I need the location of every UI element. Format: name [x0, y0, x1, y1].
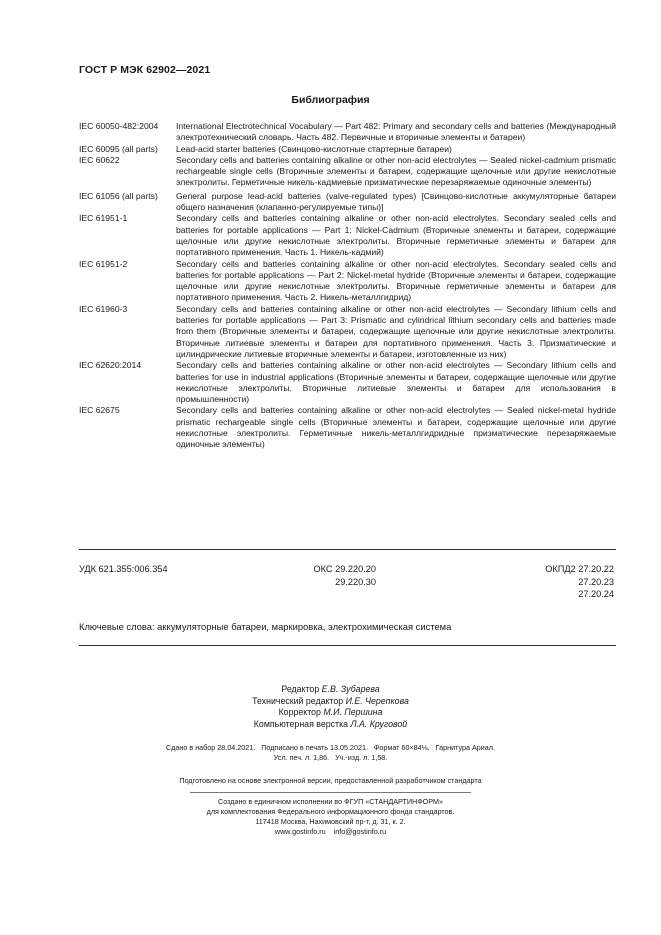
print-info — [0, 743, 661, 763]
publisher-line: Создано в единичном исполнении во ФГУП «СТАНДАРТИНФОРМ» — [218, 797, 443, 806]
credit-name: Л.А. Круговой — [350, 718, 408, 729]
credit-role: Редактор — [281, 684, 320, 694]
bibliography-entry — [79, 155, 616, 189]
entry-ref: IEC 61951-1 — [79, 213, 128, 224]
entry-text: Secondary cells and batteries containing alkaline or other non-acid electrolytes. Secondary sealed cells and batteries for portable applications — Part 2: Nickel-metal hydride (Вторичные элементы и батареи, содержащие щелочные или другие некислотные электролиты. Вторичные герметичные элементы и батареи для портативного применения. Часть 2. Никель-металлгидрид) — [176, 258, 616, 303]
entry-text: Secondary cells and batteries containing alkaline or other non-acid electrolytes. Secondary sealed cells and batteries for portable applications — Part 1: Nickel-Cadmium (Вторичные элементы и батареи, содержащие щелочные или другие некислотные электролиты. Вторичные герметичные элементы и батареи для портативного применения. Часть 1. Никель-кадмий) — [176, 213, 616, 258]
udk-value: УДК 621.355:006.354 — [79, 564, 168, 574]
bibliography-entry — [79, 360, 616, 405]
entry-text: Secondary cells and batteries containing alkaline or other non-acid electrolytes — Secondary lithium cells and batteries for portable applications — Part 3: Prismatic and cylindrical lithium secondary cells and batteries made from them (Вторичные элементы и батареи, содержащие щелочные или другие некислотные электролиты. Вторичные литиевые элементы и батареи для портативного применения. Часть 3. Призматические и цилиндрические литиевые вторичные элементы и батареи, изготовленные из них) — [176, 303, 616, 359]
print-info-line: Сдано в набор 28.04.2021. Подписано в печать 13.05.2021. Формат 60×84⅛. Гарнитура Ариал. — [166, 743, 495, 752]
entry-ref: IEC 62620:2014 — [79, 360, 142, 371]
credit-tech-editor — [0, 696, 661, 708]
credit-role: Технический редактор — [252, 695, 344, 706]
divider-top — [79, 549, 616, 550]
credit-editor — [0, 684, 661, 696]
oks-codes — [300, 563, 376, 588]
entry-ref: IEC 61960-3 — [79, 303, 128, 314]
oks-value: ОКС 29.220.20 — [313, 564, 376, 574]
publisher-line: 117418 Москва, Нахимовский пр-т, д. 31, к. 2. — [255, 817, 406, 826]
bibliography-entry — [79, 304, 616, 360]
entry-text: General purpose lead-acid batteries (valve-regulated types) [Свинцово-кислотные аккумуляторные батареи общего назначения (клапанно-регулируемые типы)] — [176, 190, 616, 213]
bibliography-entry — [79, 405, 616, 450]
okpd-value: 27.20.23 — [578, 576, 614, 587]
credit-name: И.Е. Черепкова — [345, 695, 409, 706]
entry-ref: IEC 61056 (all parts) — [79, 190, 158, 201]
entry-text: Secondary cells and batteries containing alkaline or other non-acid electrolytes — Sealed nickel-metal hydride prismatic rechargeable single cells (Вторичные элементы и батареи, содержащие щелочные или другие некислотные электролиты. Герметичные никель-металлгидридные призматические перезаряжаемые одиночные элементы) — [176, 405, 616, 450]
entry-ref: IEC 60095 (all parts) — [79, 143, 158, 154]
publisher-line: www.gostinfo.ru info@gostinfo.ru — [274, 827, 387, 836]
entry-text: Lead-acid starter batteries (Свинцово-кислотные стартерные батареи) — [176, 143, 452, 154]
entry-ref: IEC 62675 — [79, 405, 120, 416]
divider-bottom — [79, 645, 616, 646]
entry-ref: IEC 61951-2 — [79, 258, 128, 269]
credit-layout — [0, 719, 661, 731]
entry-ref: IEC 60050-482:2004 — [79, 121, 159, 131]
credit-name: М.И. Першина — [323, 707, 383, 718]
oks-value: 29.220.30 — [335, 576, 376, 587]
credit-proofreader — [0, 707, 661, 719]
publisher-divider — [190, 792, 471, 793]
bibliography-entry — [79, 191, 616, 214]
credits — [0, 684, 661, 730]
okpd-value: 27.20.24 — [578, 589, 614, 599]
okpd-codes — [470, 563, 614, 601]
prepared-note: Подготовлено на основе электронной версии, предоставленной разработчиком стандарта — [179, 776, 482, 785]
entry-text: Secondary cells and batteries containing alkaline or other non-acid electrolytes — Sealed nickel-cadmium prismatic rechargeable single cells (Вторичные элементы и батареи, содержащие щелочные или другие некислотные электролиты. Герметичные никель-кадмиевые призматические перезаряжаемые одиночные элементы) — [176, 154, 616, 188]
credit-name: Е.В. Зубарева — [321, 684, 380, 694]
credit-role: Компьютерная верстка — [253, 718, 349, 729]
keywords: Ключевые слова: аккумуляторные батареи, маркировка, электрохимическая система — [79, 621, 452, 632]
entry-ref: IEC 60622 — [79, 154, 120, 165]
standard-code: ГОСТ Р МЭК 62902—2021 — [79, 64, 211, 76]
bibliography-entry — [79, 144, 616, 155]
okpd-value: ОКПД2 27.20.22 — [545, 564, 614, 574]
bibliography-entry — [79, 121, 616, 144]
bibliography-title: Библиография — [291, 94, 370, 106]
credit-role: Корректор — [278, 707, 321, 718]
publisher-info — [0, 797, 661, 837]
bibliography-entry — [79, 213, 616, 258]
publisher-line: для комплектования Федерального информационного фонда стандартов. — [206, 807, 455, 816]
bibliography-list — [79, 121, 616, 451]
print-info-line: Усл. печ. л. 1,86. Уч.-изд. л. 1,58. — [273, 753, 388, 762]
bibliography-entry — [79, 259, 616, 304]
udk-code — [79, 563, 168, 576]
entry-text: International Electrotechnical Vocabulary — Part 482: Primary and secondary cells and batteries (Международный электротехнический словарь. Часть 482. Первичные и вторичные элементы и батареи) — [176, 121, 616, 143]
entry-text: Secondary cells and batteries containing alkaline or other non-acid electrolytes — Secondary lithium cells and batteries for use in industrial applications (Вторичные элементы и батареи, содержащие щелочные или другие некислотные электролиты. Вторичные литиевые элементы и батареи для использования в промышленности) — [176, 360, 616, 405]
